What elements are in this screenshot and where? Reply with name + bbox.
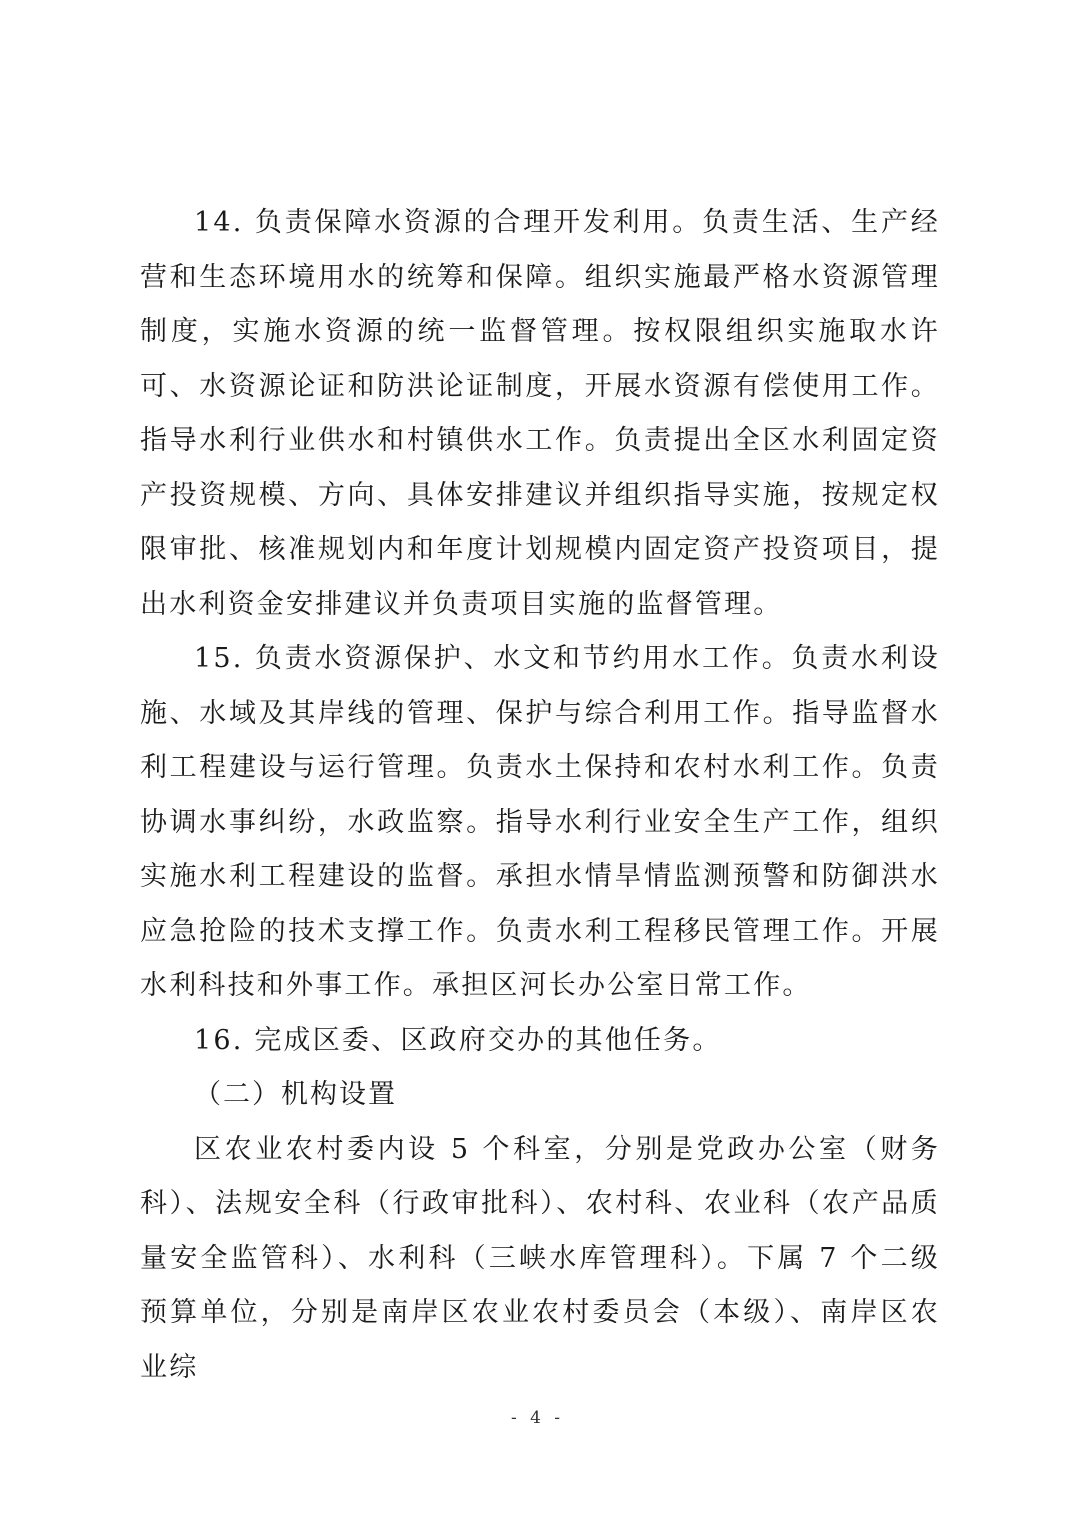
paragraph-item-15: 15. 负责水资源保护、水文和节约用水工作。负责水利设施、水域及其岸线的管理、保护与综合利用工作。指导监督水利工程建设与运行管理。负责水土保持和农村水利工作。负责协调水事纠纷，水政监察。指导水利行业安全生产工作，组织实施水利工程建设的监督。承担水情旱情监测预警和防御洪水应急抢险的技术支撑工作。负责水利工程移民管理工作。开展水利科技和外事工作。承担区河长办公室日常工作。	[140, 643, 940, 1001]
document-body	[140, 196, 940, 1395]
section-paragraph: 区农业农村委内设 5 个科室，分别是党政办公室（财务科）、法规安全科（行政审批科）、农村科、农业科（农产品质量安全监管科）、水利科（三峡水库管理科）。下属 7 个二级预算单位，分别是南岸区农业农村委员会（本级）、南岸区农业综	[140, 1133, 940, 1383]
page-number: - 4 -	[510, 1408, 565, 1428]
section-heading: （二）机构设置	[194, 1079, 397, 1110]
paragraph-item-14: 14. 负责保障水资源的合理开发利用。负责生活、生产经营和生态环境用水的统筹和保障。组织实施最严格水资源管理制度，实施水资源的统一监督管理。按权限组织实施取水许可、水资源论证和防洪论证制度，开展水资源有偿使用工作。指导水利行业供水和村镇供水工作。负责提出全区水利固定资产投资规模、方向、具体安排建议并组织指导实施，按规定权限审批、核准规划内和年度计划规模内固定资产投资项目，提出水利资金安排建议并负责项目实施的监督管理。	[140, 207, 940, 620]
paragraph-item-16: 16. 完成区委、区政府交办的其他任务。	[194, 1024, 722, 1056]
